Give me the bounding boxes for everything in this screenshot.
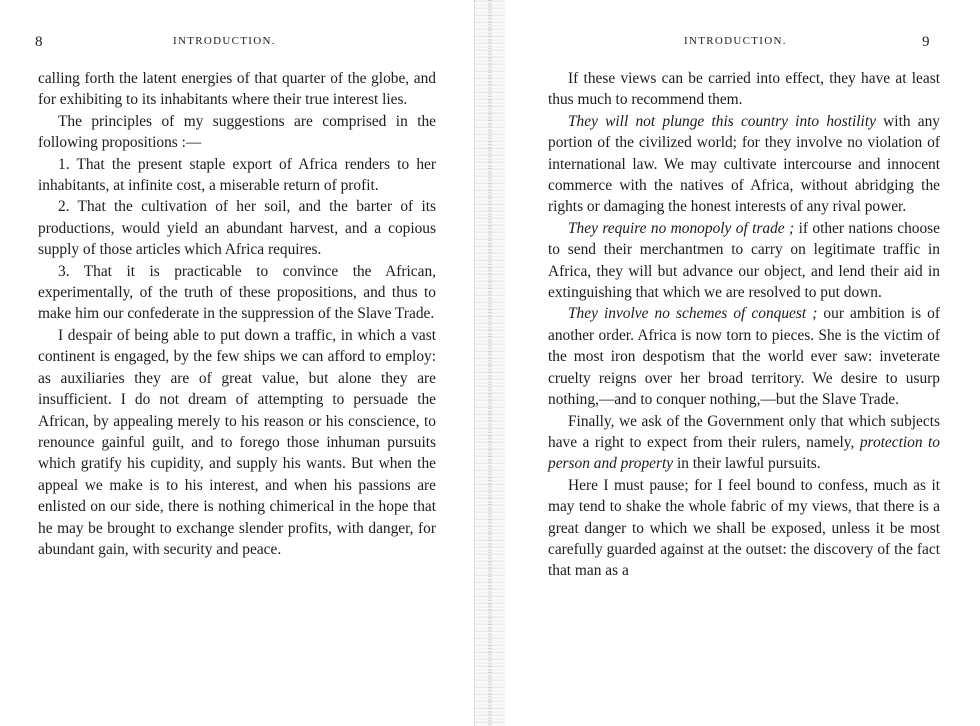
right-paragraph-3 xyxy=(548,218,940,304)
left-paragraph-1: calling forth the latent energies of that quarter of the globe, and for exhibiting to its inhabitants where their true interest lies. xyxy=(38,70,436,109)
left-running-head: INTRODUCTION. xyxy=(173,35,276,47)
left-paragraph-2: The principles of my suggestions are comprised in the following propositions :— xyxy=(38,112,436,152)
left-paragraph-5: 3. That it is practicable to convince the African, experimentally, of the truth of these propositions, and thus to make him our confederate in the suppression of the Slave Trade. xyxy=(38,262,436,323)
right-page-body xyxy=(548,68,940,582)
right-paragraph-5-start: Finally, we ask of the Government only that which subjects have a right to expect from their rulers, namely, xyxy=(548,412,940,451)
left-paragraph-3: 1. That the present staple export of Africa renders to her inhabitants, at infinite cost, a miserable return of profit. xyxy=(38,155,436,195)
left-paragraph-4: 2. That the cultivation of her soil, and the barter of its productions, would yield an abundant harvest, and a copious supply of those articles which Africa requires. xyxy=(38,198,436,259)
right-running-head: INTRODUCTION. xyxy=(684,35,787,47)
right-page xyxy=(500,0,980,726)
right-paragraph-4 xyxy=(548,303,940,410)
left-page-number: 8 xyxy=(35,34,43,50)
right-page-header xyxy=(500,34,940,54)
right-page-number: 9 xyxy=(922,34,930,50)
italic-phrase-conquest: They involve no schemes of conquest ; xyxy=(568,305,818,323)
right-paragraph-2 xyxy=(548,111,940,218)
left-page xyxy=(0,0,478,726)
right-paragraph-5 xyxy=(548,411,940,475)
right-paragraph-3-text: if other nations choose to send their merchantmen to carry on legitimate traffic in Africa, they will but advance our object, and lend their aid in extinguishing that which we are resolved to put down. xyxy=(548,219,940,302)
right-paragraph-1: If these views can be carried into effect, they have at least thus much to recommend them. xyxy=(548,70,940,109)
right-paragraph-4-text: our ambition is of another order. Africa is now torn to pieces. She is the victim of the most iron despotism that the world ever saw: inveterate cruelty reigns over her broad territory. We desire to usurp nothing,—and to conquer nothing,—but the Slave Trade. xyxy=(548,305,940,409)
right-paragraph-6: Here I must pause; for I feel bound to confess, much as it may tend to shake the whole fabric of my views, that there is a great danger to which we shall be exposed, unless it be most carefully guarded against at the outset: the discovery of the fact that man as a xyxy=(548,476,940,580)
italic-phrase-protection: protection to person and property xyxy=(548,433,940,473)
right-paragraph-2-text: with any portion of the civilized world; for they involve no violation of international law. We may cultivate intercourse and innocent commerce with the natives of Africa, without abridging the rights or damaging the honest interests of any rival power. xyxy=(548,112,940,216)
left-page-header xyxy=(33,34,433,54)
left-page-body xyxy=(38,68,436,560)
left-paragraph-6: I despair of being able to put down a traffic, in which a vast continent is engaged, by the few ships we can afford to employ: as auxiliaries they are of great value, but alone they are insufficient. I do not dream of attempting to persuade the African, by appealing merely to his reason or his conscience, to renounce gainful guilt, and to forego those inhuman pursuits which gratify his cupidity, and supply his wants. But when the appeal we make is to his interest, and when his passions are enlisted on our side, there is nothing chimerical in the hope that he may be brought to exchange slender profits, with danger, for abundant gain, with security and peace. xyxy=(38,326,436,558)
right-paragraph-5-end: in their lawful pursuits. xyxy=(673,455,821,473)
italic-phrase-hostility: They will not plunge this country into hostility xyxy=(568,112,876,130)
italic-phrase-monopoly: They require no monopoly of trade ; xyxy=(568,219,795,237)
